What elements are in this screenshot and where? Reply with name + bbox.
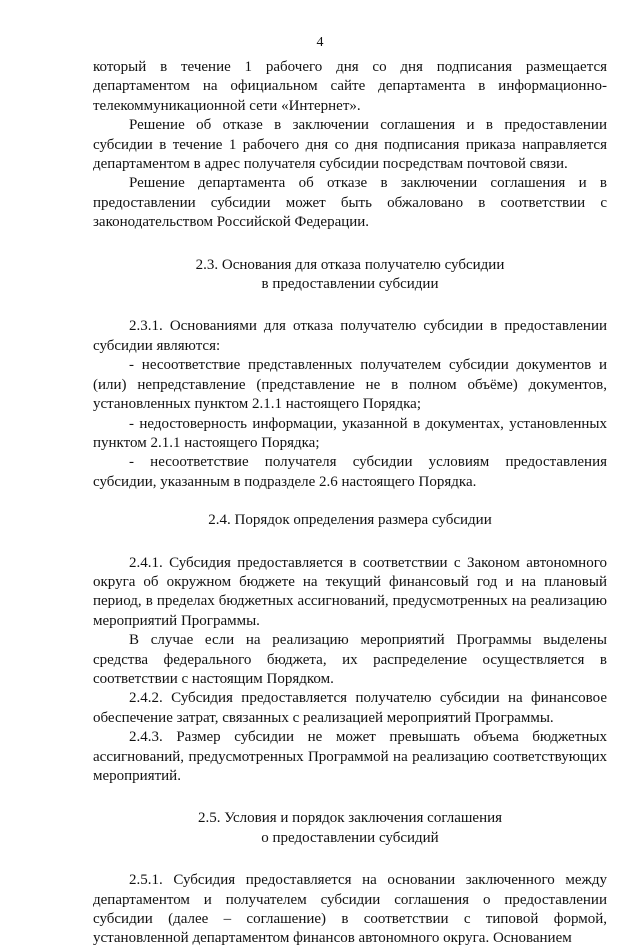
document-body [93, 58, 607, 949]
list-item: - несоответствие получателя субсидии условиям предоставления субсидии, указанным в подразделе 2.6 настоящего Порядка. [93, 454, 607, 490]
paragraph-federal-funds: В случае если на реализацию мероприятий Программы выделены средства федерального бюджета, их распределение осуществляется в соответствии с настоящим Порядком. [93, 632, 607, 687]
list-item: - несоответствие представленных получателем субсидии документов и (или) непредставление (представление не в полном объёме) документов, установленных пунктом 2.1.1 настоящего Порядка; [93, 357, 607, 413]
clause-2-4-2: 2.4.2. Субсидия предоставляется получателю субсидии на финансовое обеспечение затрат, связанных с реализацией мероприятий Программы. [93, 690, 607, 726]
page-number: 4 [316, 35, 324, 50]
section-2-5-heading-line1: 2.5. Условия и порядок заключения соглашения [197, 810, 503, 827]
paragraph-appeal: Решение департамента об отказе в заключении соглашения и в предоставлении субсидии может быть обжаловано в соответствии с законодательством Российской Федерации. [93, 175, 607, 231]
paragraph-refusal-notice: Решение об отказе в заключении соглашения и в предоставлении субсидии в течение 1 рабочего дня со дня подписания приказа направляется департаментом в адрес получателя субсидии посредствам почтовой связи. [93, 117, 607, 173]
section-2-3-heading-line2: в предоставлении субсидии [261, 276, 439, 293]
section-2-3-heading-line1: 2.3. Основания для отказа получателю субсидии [195, 256, 505, 273]
clause-2-3-1: 2.3.1. Основаниями для отказа получателю субсидии в предоставлении субсидии являются: [93, 318, 607, 354]
clause-2-5-1: 2.5.1. Субсидия предоставляется на основании заключенного между департаментом и получателем субсидии соглашения о предоставлении субсидии (далее – соглашение) в соответствии с типовой формой, установленной департаментом финансов автономного округа. Основанием [93, 872, 607, 947]
section-2-5-heading-line2: о предоставлении субсидий [261, 829, 439, 846]
section-2-4-heading: 2.4. Порядок определения размера субсидии [208, 512, 492, 529]
list-item: - недостоверность информации, указанной в документах, установленных пунктом 2.1.1 настоящего Порядка; [93, 415, 607, 451]
clause-2-4-3: 2.4.3. Размер субсидии не может превышать объема бюджетных ассигнований, предусмотренных Программой на реализацию соответствующих мероприятий. [93, 729, 607, 784]
paragraph-continuation: который в течение 1 рабочего дня со дня подписания размещается департаментом на официальном сайте департамента в информационно-телекоммуникационной сети «Интернет». [93, 59, 607, 114]
clause-2-4-1: 2.4.1. Субсидия предоставляется в соответствии с Законом автономного округа об окружном бюджете на текущий финансовый год и на плановый период, в пределах бюджетных ассигнований, предусмотренных на реализацию мероприятий Программы. [93, 554, 607, 629]
